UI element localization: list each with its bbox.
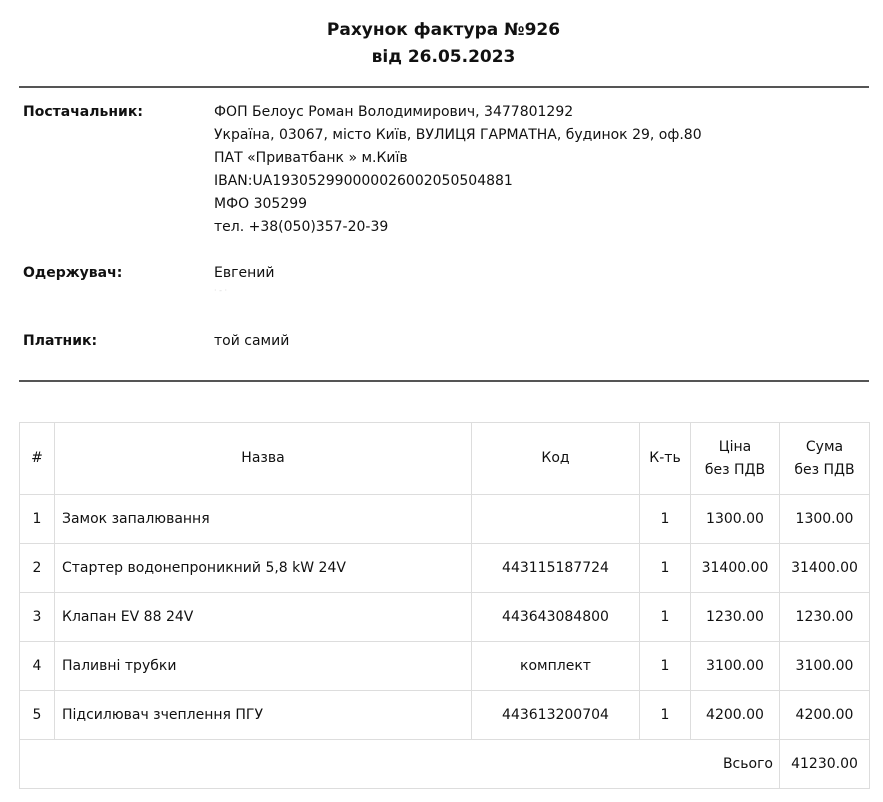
bottom-divider xyxy=(19,380,869,382)
supplier-line: МФО 305299 xyxy=(214,196,308,212)
top-divider xyxy=(19,86,869,88)
row-code xyxy=(472,495,640,544)
payer-value xyxy=(214,330,289,353)
header-num: # xyxy=(20,423,55,495)
header-qty: К-ть xyxy=(640,423,691,495)
row-code: 443643084800 xyxy=(472,593,640,642)
table-row xyxy=(20,495,870,544)
row-num: 5 xyxy=(20,691,55,740)
row-price: 1300.00 xyxy=(691,495,780,544)
row-name: Підсилювач зчеплення ПГУ xyxy=(55,691,472,740)
supplier-label: Постачальник: xyxy=(23,104,143,120)
row-sum: 31400.00 xyxy=(780,544,870,593)
header-sum-line1: Сума xyxy=(805,438,844,455)
row-qty: 1 xyxy=(640,691,691,740)
row-sum: 3100.00 xyxy=(780,642,870,691)
total-value: 41230.00 xyxy=(780,740,870,789)
table-row xyxy=(20,691,870,740)
total-label: Всього xyxy=(20,740,780,789)
supplier-line: ФОП Белоус Роман Володимирович, 3477801292 xyxy=(214,104,574,120)
supplier-line: ПАТ «Приватбанк » м.Київ xyxy=(214,150,408,166)
row-qty: 1 xyxy=(640,544,691,593)
row-num: 1 xyxy=(20,495,55,544)
row-name: Замок запалювання xyxy=(55,495,472,544)
row-code: 443613200704 xyxy=(472,691,640,740)
header-price xyxy=(691,423,780,495)
row-sum: 4200.00 xyxy=(780,691,870,740)
row-price: 1230.00 xyxy=(691,593,780,642)
header-sum xyxy=(780,423,870,495)
invoice-date: від 26.05.2023 xyxy=(371,47,516,67)
header-sum-line2: без ПДВ xyxy=(794,461,855,478)
supplier-line: тел. +38(050)357-20-39 xyxy=(214,219,389,235)
table-row xyxy=(20,544,870,593)
row-code: 443115187724 xyxy=(472,544,640,593)
header-code: Код xyxy=(472,423,640,495)
row-code: комплект xyxy=(472,642,640,691)
header-price-line2: без ПДВ xyxy=(704,461,766,478)
table-header-row xyxy=(20,423,870,495)
row-name: Паливні трубки xyxy=(55,642,472,691)
row-qty: 1 xyxy=(640,593,691,642)
recipient-label: Одержувач: xyxy=(23,265,123,281)
row-price: 3100.00 xyxy=(691,642,780,691)
header-name: Назва xyxy=(55,423,472,495)
items-table xyxy=(19,422,870,789)
total-row xyxy=(20,740,870,789)
row-num: 3 xyxy=(20,593,55,642)
table-row xyxy=(20,642,870,691)
table-row xyxy=(20,593,870,642)
recipient-name: Евгений xyxy=(214,265,275,281)
row-price: 4200.00 xyxy=(691,691,780,740)
row-num: 4 xyxy=(20,642,55,691)
payer-label: Платник: xyxy=(23,333,98,349)
row-sum: 1300.00 xyxy=(780,495,870,544)
row-qty: 1 xyxy=(640,495,691,544)
row-name: Стартер водонепроникний 5,8 kW 24V xyxy=(55,544,472,593)
supplier-line: Україна, 03067, місто Київ, ВУЛИЦЯ ГАРМАТНА, будинок 29, оф.80 xyxy=(214,127,702,143)
row-price: 31400.00 xyxy=(691,544,780,593)
invoice-title: Рахунок фактура №926 xyxy=(326,20,561,40)
recipient-details xyxy=(214,262,274,297)
row-name: Клапан EV 88 24V xyxy=(55,593,472,642)
row-num: 2 xyxy=(20,544,55,593)
supplier-line: IBAN:UA193052990000026002050504881 xyxy=(214,173,513,189)
header-price-line1: Ціна xyxy=(718,438,752,455)
recipient-faint-text: · - · xyxy=(214,286,228,295)
supplier-details xyxy=(214,101,702,239)
payer-text: той самий xyxy=(214,333,290,349)
row-qty: 1 xyxy=(640,642,691,691)
row-sum: 1230.00 xyxy=(780,593,870,642)
